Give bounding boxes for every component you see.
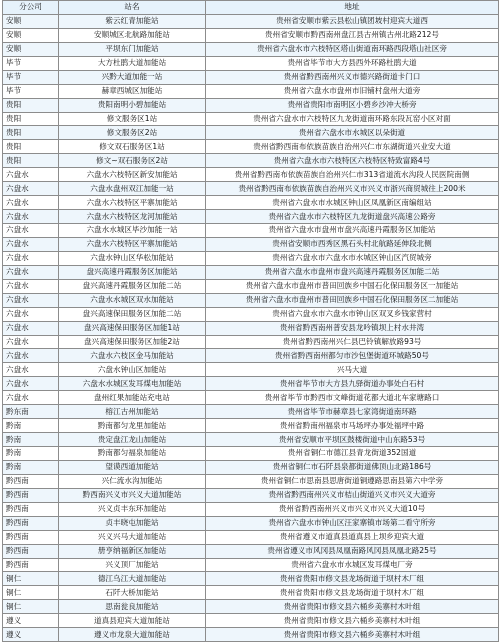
station-name-cell: 平坝东门加能站 [59, 42, 206, 56]
table-row [3, 42, 499, 56]
table-row [3, 433, 499, 447]
column-header-station: 站名 [59, 1, 206, 15]
column-header-address: 地址 [206, 1, 499, 15]
station-name-cell: 紫云红青加能站 [59, 14, 206, 28]
station-name-cell: 兴义顶厂加能站 [59, 558, 206, 572]
branch-cell: 毕节 [3, 70, 59, 84]
branch-cell: 铜仁 [3, 572, 59, 586]
address-cell: 贵州省贵阳市修文县龙场街道于坝村木厂组 [206, 586, 499, 600]
table-row [3, 474, 499, 488]
station-name-cell: 六盘水六枝区金马加能站 [59, 349, 206, 363]
station-name-cell: 修文服务区1站 [59, 112, 206, 126]
address-cell: 贵州省黔西南布依族苗族自治州兴义市兴义市浙兴商贸城往上200米 [206, 182, 499, 196]
table-row [3, 558, 499, 572]
branch-cell: 铜仁 [3, 600, 59, 614]
table-row [3, 56, 499, 70]
address-cell: 贵州省六盘水市盘州市普田回族乡中国石化保田服务区一加能站 [206, 279, 499, 293]
station-name-cell: 六盘水六枝特区龙河加能站 [59, 210, 206, 224]
table-row [3, 210, 499, 224]
station-name-cell: 石阡大桥加能站 [59, 586, 206, 600]
table-row [3, 126, 499, 140]
branch-cell: 黔西南 [3, 530, 59, 544]
station-name-cell: 六盘水钟山区华松加能站 [59, 251, 206, 265]
station-name-cell: 盘州红果加能站充电站 [59, 391, 206, 405]
station-name-cell: 修文服务区2站 [59, 126, 206, 140]
branch-cell: 铜仁 [3, 586, 59, 600]
station-name-cell: 修文双石服务区1站 [59, 140, 206, 154]
station-name-cell: 德江乌江大道加能站 [59, 572, 206, 586]
address-cell: 贵州省六盘水市盘州市普田回族乡中国石化保田服务区二加能站 [206, 293, 499, 307]
station-name-cell: 榕江古州加能站 [59, 405, 206, 419]
header-row [3, 1, 499, 15]
table-row [3, 572, 499, 586]
table-row [3, 237, 499, 251]
table-row [3, 224, 499, 238]
address-cell: 贵州省黔西南州都匀市沙包堡街道环城路50号 [206, 349, 499, 363]
station-name-cell: 兴仁流水沟加能站 [59, 474, 206, 488]
table-row [3, 112, 499, 126]
address-cell: 贵州省六盘水市盘州市盘兴高速丹霞服务区加能二站 [206, 265, 499, 279]
branch-cell: 六盘水 [3, 224, 59, 238]
station-name-cell: 六盘水钟山区加能站 [59, 363, 206, 377]
address-cell: 贵州省安顺市黔西南州盘江县古州镇古州北路212号 [206, 28, 499, 42]
address-cell: 贵州省黔西南布依族苗族自治州兴仁市313省道流水沟段人民医院南侧 [206, 168, 499, 182]
branch-cell: 黔西南 [3, 502, 59, 516]
station-name-cell: 盘兴高速保田服务区加能2站 [59, 335, 206, 349]
address-cell: 贵州省六盘水市水城区钟山区凤凰新区南编组站 [206, 196, 499, 210]
column-header-branch: 分公司 [3, 1, 59, 15]
branch-cell: 黔西南 [3, 544, 59, 558]
address-cell: 贵州省六盘水市六枝特区九龙街道南环路东段瓦窑小区对面 [206, 112, 499, 126]
branch-cell: 六盘水 [3, 363, 59, 377]
address-cell: 贵州省黔西南布依族苗族自治州兴仁市东湖街道兴业安大道 [206, 140, 499, 154]
branch-cell: 遵义 [3, 628, 59, 642]
station-name-cell: 贵定盘江龙山加能站 [59, 433, 206, 447]
branch-cell: 六盘水 [3, 335, 59, 349]
station-name-cell: 思南瓮良加能站 [59, 600, 206, 614]
station-name-cell: 安顺城区北航路加能站 [59, 28, 206, 42]
address-cell: 贵州省铜仁市石阡县泉都街道佛顶山北路186号 [206, 460, 499, 474]
station-name-cell: 修文~双石服务区2站 [59, 154, 206, 168]
station-name-cell: 望谟西道加能站 [59, 460, 206, 474]
branch-cell: 遵义 [3, 614, 59, 628]
station-name-cell: 六盘水水城区毕沙加能一站 [59, 224, 206, 238]
branch-cell: 贵阳 [3, 140, 59, 154]
branch-cell: 黔西南 [3, 558, 59, 572]
address-cell: 贵州省毕节市大方县九驿街道办事处白石村 [206, 377, 499, 391]
station-name-cell: 道真县迎宾大道加能站 [59, 614, 206, 628]
address-cell: 贵州省六盘水市水城区以朵街道 [206, 126, 499, 140]
address-cell: 贵州省六盘水市六枝特区六枝特区特致富路4号 [206, 154, 499, 168]
branch-cell: 黔西南 [3, 488, 59, 502]
branch-cell: 安顺 [3, 42, 59, 56]
address-cell: 贵州省六盘水市六枝特区九龙街道盘兴高速公路旁 [206, 210, 499, 224]
address-cell: 兴马大道 [206, 363, 499, 377]
station-name-cell: 遵义市龙泉大道加能站 [59, 628, 206, 642]
table-row [3, 140, 499, 154]
branch-cell: 六盘水 [3, 237, 59, 251]
station-name-cell: 六盘水六枝特区平寨加能站 [59, 196, 206, 210]
address-cell: 贵州省毕节市赫章县七家湾街道南环路 [206, 405, 499, 419]
table-row [3, 391, 499, 405]
address-cell: 贵州省贵阳市修文县龙场街道于坝村木厂组 [206, 572, 499, 586]
branch-cell: 黔南 [3, 460, 59, 474]
table-row [3, 98, 499, 112]
address-cell: 贵州省黔西南州兴义市德兴路街道卡门口 [206, 70, 499, 84]
table-row [3, 28, 499, 42]
table-row [3, 251, 499, 265]
address-cell: 贵州省贵阳市南明区小碧乡沙冲大桥旁 [206, 98, 499, 112]
station-name-cell: 大方杜鹃大道加能站 [59, 56, 206, 70]
branch-cell: 六盘水 [3, 377, 59, 391]
branch-cell: 安顺 [3, 28, 59, 42]
table-row [3, 293, 499, 307]
table-row [3, 530, 499, 544]
address-cell: 贵州省黔西南州兴义市桔山街道兴义市兴义大道旁 [206, 488, 499, 502]
table-row [3, 516, 499, 530]
station-name-cell: 兴黔大道加能一站 [59, 70, 206, 84]
table-row [3, 70, 499, 84]
table-row [3, 265, 499, 279]
branch-cell: 贵阳 [3, 126, 59, 140]
station-table [2, 0, 499, 642]
branch-cell: 六盘水 [3, 182, 59, 196]
branch-cell: 六盘水 [3, 391, 59, 405]
table-row [3, 279, 499, 293]
table-row [3, 502, 499, 516]
address-cell: 贵州省遵义市风冈县凤凰南路风冈县凤凰北路25号 [206, 544, 499, 558]
branch-cell: 六盘水 [3, 251, 59, 265]
table-row [3, 168, 499, 182]
table-row [3, 544, 499, 558]
address-cell: 贵州省六盘水市钟山区汪家寨镇市场第二看守所旁 [206, 516, 499, 530]
branch-cell: 毕节 [3, 56, 59, 70]
address-cell: 贵州省遵义市道真县道真县上坝乡迎宾大道 [206, 530, 499, 544]
station-name-cell: 盘兴高速保田服务区加能二站 [59, 307, 206, 321]
station-name-cell: 黔南都匀龙里加能站 [59, 419, 206, 433]
address-cell: 贵州省安顺市西秀区黑石头村北航路延伸段北侧 [206, 237, 499, 251]
address-cell: 贵州省贵阳市修文县六桶乡美寨村木叶组 [206, 614, 499, 628]
address-cell: 贵州省安顺市紫云县松山镇团坡村迎宾大道西 [206, 14, 499, 28]
branch-cell: 黔西南 [3, 516, 59, 530]
branch-cell: 六盘水 [3, 349, 59, 363]
station-name-cell: 黔西南兴义市兴义大道加能站 [59, 488, 206, 502]
table-row [3, 447, 499, 461]
branch-cell: 黔南 [3, 447, 59, 461]
address-cell: 贵州省黔西南州普安县龙吟镇坝上村水井湾 [206, 321, 499, 335]
branch-cell: 六盘水 [3, 168, 59, 182]
branch-cell: 六盘水 [3, 293, 59, 307]
table-row [3, 349, 499, 363]
station-name-cell: 六盘水盘州双江加能一站 [59, 182, 206, 196]
table-row [3, 419, 499, 433]
address-cell: 贵州省六盘水市六盘水市钟山区双叉乡钱家营村 [206, 307, 499, 321]
station-name-cell: 六盘水六枝特区平寨加能站 [59, 237, 206, 251]
table-row [3, 614, 499, 628]
station-name-cell: 六盘水水城区发耳煤电加能站 [59, 377, 206, 391]
branch-cell: 贵阳 [3, 98, 59, 112]
table-row [3, 154, 499, 168]
address-cell: 贵州省黔西南州兴仁县巴铃镇解放路93号 [206, 335, 499, 349]
address-cell: 贵州省六盘水市六枝特区塔山街道南环路西段塔山社区旁 [206, 42, 499, 56]
branch-cell: 黔南 [3, 419, 59, 433]
address-cell: 贵州省黔南州福泉市马场坪办事处福坪中路 [206, 419, 499, 433]
address-cell: 贵州省贵阳市修文县六桶乡美寨村木叶组 [206, 628, 499, 642]
branch-cell: 六盘水 [3, 210, 59, 224]
station-name-cell: 黔南都匀福泉加能站 [59, 447, 206, 461]
table-row [3, 377, 499, 391]
address-cell: 贵州省六盘水市水城区发耳煤电厂旁 [206, 558, 499, 572]
station-name-cell: 六盘水六枝特区新安加能站 [59, 168, 206, 182]
branch-cell: 安顺 [3, 14, 59, 28]
table-row [3, 335, 499, 349]
branch-cell: 黔西南 [3, 474, 59, 488]
table-row [3, 460, 499, 474]
table-row [3, 84, 499, 98]
station-name-cell: 贞丰晓屯加能站 [59, 516, 206, 530]
table-row [3, 307, 499, 321]
station-name-cell: 兴义兴马大道加能站 [59, 530, 206, 544]
table-row [3, 600, 499, 614]
table-row [3, 14, 499, 28]
branch-cell: 毕节 [3, 84, 59, 98]
table-row [3, 586, 499, 600]
address-cell: 贵州省毕节市大方县西外环路杜鹃大道 [206, 56, 499, 70]
address-cell: 贵州省六盘水市盘州市旧铺村盘州大道旁 [206, 84, 499, 98]
station-name-cell: 盘兴高速丹霞服务区加能站 [59, 265, 206, 279]
address-cell: 贵州省六盘水市盘州市盘兴高速丹霞服务区加能站 [206, 224, 499, 238]
branch-cell: 六盘水 [3, 279, 59, 293]
address-cell: 贵州省贵阳市修文县六桶乡美寨村木叶组 [206, 600, 499, 614]
branch-cell: 六盘水 [3, 265, 59, 279]
address-cell: 贵州省铜仁市德江县青龙街道352国道 [206, 447, 499, 461]
table-row [3, 321, 499, 335]
address-cell: 贵州省铜仁市思南县思唐街道铜遵路思南县第六中学旁 [206, 474, 499, 488]
table-row [3, 196, 499, 210]
station-name-cell: 兴义贞丰东环加能站 [59, 502, 206, 516]
station-name-cell: 盘兴高速保田服务区加能1站 [59, 321, 206, 335]
table-row [3, 405, 499, 419]
branch-cell: 六盘水 [3, 321, 59, 335]
table-row [3, 628, 499, 642]
station-name-cell: 六盘水水城区双水加能站 [59, 293, 206, 307]
station-name-cell: 盘兴高速丹霞服务区加能二站 [59, 279, 206, 293]
table-row [3, 488, 499, 502]
branch-cell: 六盘水 [3, 196, 59, 210]
branch-cell: 黔南 [3, 433, 59, 447]
address-cell: 贵州省六盘水市六盘水市水城区钟山区汽贸城旁 [206, 251, 499, 265]
address-cell: 贵州省黔西南州兴义市兴义市兴义大道10号 [206, 502, 499, 516]
address-cell: 贵州省毕节市黔西市文峰街道花都大道北车家塘路口 [206, 391, 499, 405]
address-cell: 贵州省安顺市平坝区鼓楼街道中山东路53号 [206, 433, 499, 447]
branch-cell: 六盘水 [3, 307, 59, 321]
station-name-cell: 册亨纳福新区加能站 [59, 544, 206, 558]
table-row [3, 363, 499, 377]
branch-cell: 贵阳 [3, 112, 59, 126]
branch-cell: 贵阳 [3, 154, 59, 168]
station-name-cell: 贵阳南明小碧加能站 [59, 98, 206, 112]
station-name-cell: 赫章西城区加能站 [59, 84, 206, 98]
table-row [3, 182, 499, 196]
branch-cell: 黔东南 [3, 405, 59, 419]
